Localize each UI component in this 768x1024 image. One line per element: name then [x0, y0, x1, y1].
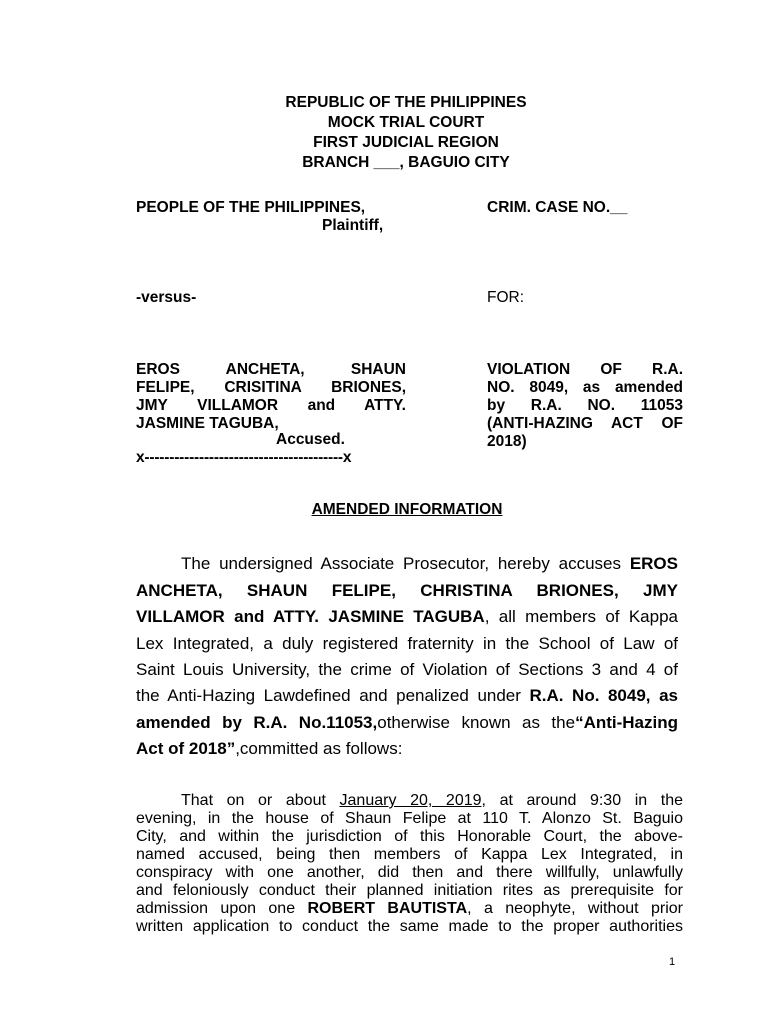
plaintiff-role: Plaintiff, [322, 217, 384, 234]
paragraph-line: and feloniously conduct their planned initiation rites as prerequisite for [136, 882, 683, 899]
plaintiff-name: PEOPLE OF THE PHILIPPINES, [136, 199, 366, 216]
paragraph-line: ANCHETA, SHAUN FELIPE, CHRISTINA BRIONES, JMY [136, 581, 678, 600]
charge-line: 2018) [487, 433, 527, 450]
paragraph-line: Saint Louis University, the crime of Violation of Sections 3 and 4 of [136, 660, 678, 679]
paragraph-line: evening, in the house of Shaun Felipe at 110 T. Alonzo St. Baguio [136, 810, 683, 827]
accused-role: Accused. [276, 431, 345, 448]
charge-line: by R.A. NO. 11053 [487, 397, 683, 414]
case-number: CRIM. CASE NO.__ [487, 199, 628, 216]
court-header [0, 93, 768, 173]
paragraph-line: The undersigned Associate Prosecutor, hereby accuses EROS [181, 554, 678, 573]
caption-separator: x----------------------------------------x [136, 449, 352, 466]
charge-line: VIOLATION OF R.A. [487, 361, 683, 378]
header-line-region: FIRST JUDICIAL REGION [313, 134, 499, 151]
charge-description [487, 361, 683, 451]
for-label: FOR: [487, 289, 525, 306]
document-title: AMENDED INFORMATION [311, 501, 503, 518]
versus-label: -versus- [136, 289, 197, 306]
header-line-republic: REPUBLIC OF THE PHILIPPINES [285, 94, 527, 111]
paragraph-line: the Anti-Hazing Lawdefined and penalized under R.A. No. 8049, as [136, 686, 678, 705]
accused-line: FELIPE, CRISITINA BRIONES, [136, 379, 406, 396]
page-number: 1 [669, 956, 676, 968]
incident-date: January 20, 2019 [339, 792, 482, 809]
paragraph-line: amended by R.A. No.11053,otherwise known as the“Anti-Hazing [136, 713, 678, 732]
accused-line: EROS ANCHETA, SHAUN [136, 361, 406, 378]
accused-line: JASMINE TAGUBA, [136, 415, 279, 432]
paragraph-line: Lex Integrated, a duly registered fraternity in the School of Law of [136, 634, 678, 653]
paragraph-line: written application to conduct the same made to the proper authorities [136, 918, 683, 935]
accused-line: JMY VILLAMOR and ATTY. [136, 397, 406, 414]
paragraph-line: conspiracy with one another, did then and there willfully, unlawfully [136, 864, 683, 881]
paragraph-line: That on or about January 20, 2019, at around 9:30 in the [181, 792, 684, 809]
paragraph-line: VILLAMOR and ATTY. JASMINE TAGUBA, all members of Kappa [136, 607, 678, 626]
charge-line: NO. 8049, as amended [487, 379, 683, 396]
charge-line: (ANTI-HAZING ACT OF [487, 415, 683, 432]
paragraph-line: City, and within the jurisdiction of this Honorable Court, the above- [136, 828, 683, 845]
paragraph-line: Act of 2018”,committed as follows: [136, 739, 403, 758]
paragraph-line: admission upon one ROBERT BAUTISTA, a neophyte, without prior [136, 900, 683, 917]
header-line-branch: BRANCH ___, BAGUIO CITY [302, 154, 510, 171]
paragraph-line: named accused, being then members of Kappa Lex Integrated, in [136, 846, 683, 863]
header-line-court: MOCK TRIAL COURT [327, 114, 485, 131]
accused-names [136, 361, 406, 433]
